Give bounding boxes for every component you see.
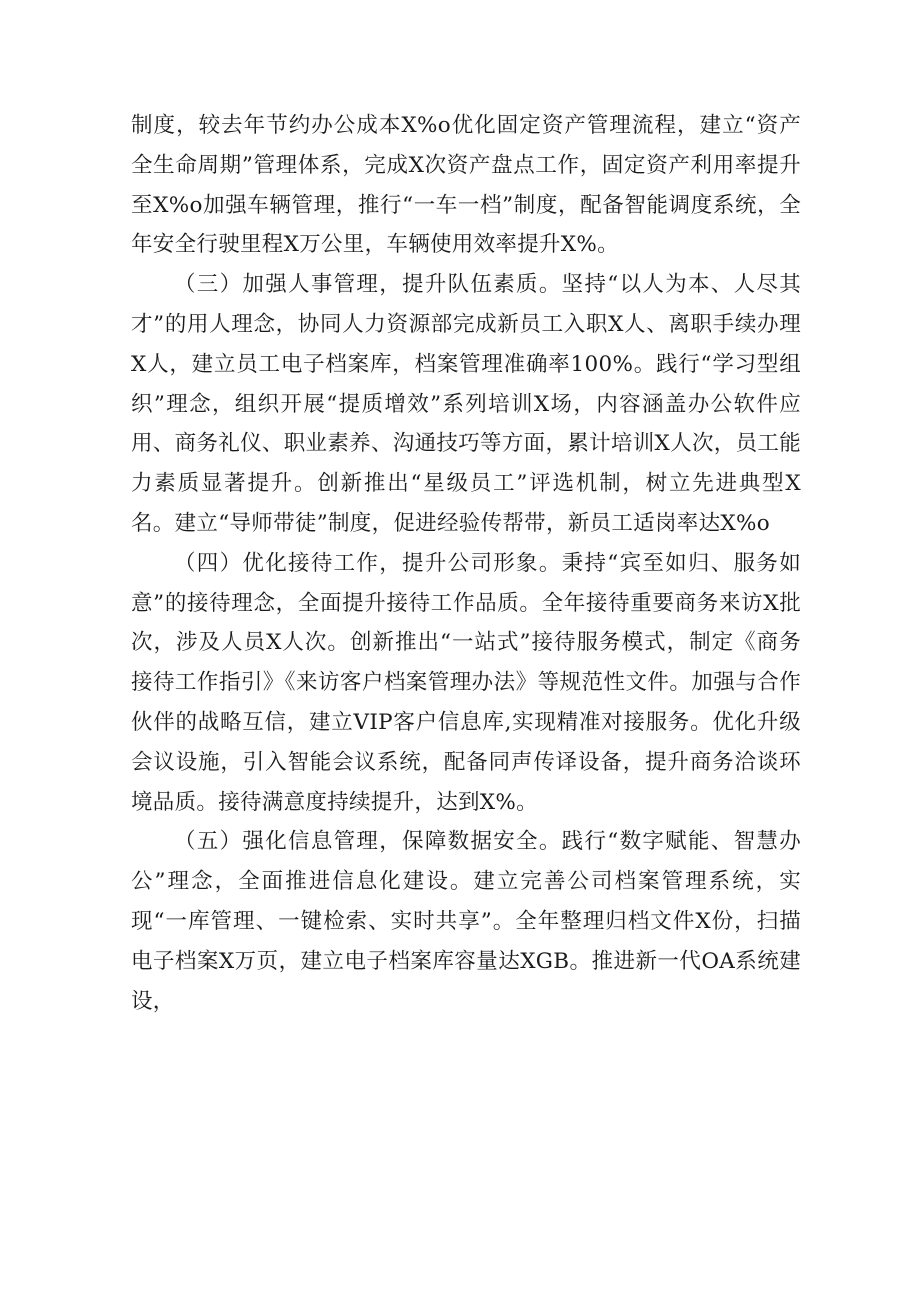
paragraph-section-four: （四）优化接待工作，提升公司形象。秉持“宾至如归、服务如意”的接待理念，全面提升接待工作品质。全年接待重要商务来访X批次，涉及人员X人次。创新推出“一站式”接待服务模式，制定《商务接待工作指引》《来访客户档案管理办法》等规范性文件。加强与合作伙伴的战略互信，建立VIP客户信息库,实现精准对接服务。优化升级会议设施，引入智能会议系统，配备同声传译设备，提升商务洽谈环境品质。接待满意度持续提升，达到X%。 [131,550,801,815]
paragraph-continued: 制度，较去年节约办公成本X%o优化固定资产管理流程，建立“资产全生命周期”管理体系，完成X次资产盘点工作，固定资产利用率提升至X%o加强车辆管理，推行“一车一档”制度，配备智能调度系统，全年安全行驶里程X万公里，车辆使用效率提升X%。 [131,113,801,258]
paragraph-section-five: （五）强化信息管理，保障数据安全。践行“数字赋能、智慧办公”理念，全面推进信息化建设。建立完善公司档案管理系统，实现“一库管理、一键检索、实时共享”。全年整理归档文件X份，扫描电子档案X万页，建立电子档案库容量达XGB。推进新一代OA系统建设， [131,829,801,1014]
paragraph-section-three: （三）加强人事管理，提升队伍素质。坚持“以人为本、人尽其才”的用人理念，协同人力资源部完成新员工入职X人、离职手续办理X人，建立员工电子档案库，档案管理准确率100%。践行“学习型组织”理念，组织开展“提质增效”系列培训X场，内容涵盖办公软件应用、商务礼仪、职业素养、沟通技巧等方面，累计培训X人次，员工能力素质显著提升。创新推出“星级员工”评选机制，树立先进典型X名。建立“导师带徒”制度，促进经验传帮带，新员工适岗率达X%o [131,272,801,536]
document-body [131,106,801,1021]
